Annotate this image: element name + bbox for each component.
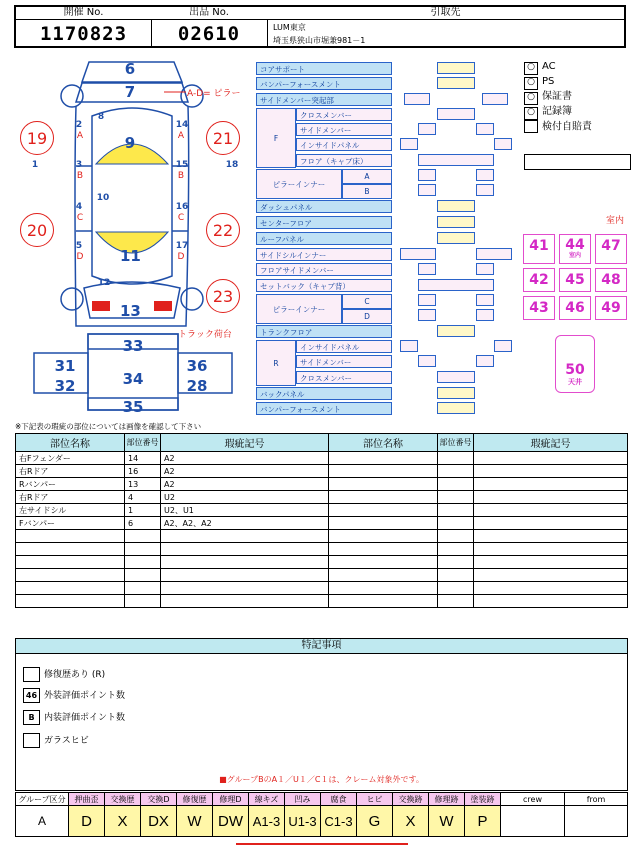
interior-44-sub: 室内 [568, 252, 581, 259]
interior-48: 48 [595, 268, 627, 292]
panel-2: 2 [75, 120, 83, 130]
options-list [524, 60, 592, 135]
part-side-sill-inner: サイドシルインナー [256, 248, 392, 261]
sub-b: B [342, 184, 392, 199]
panel-14: 14 [175, 120, 189, 130]
kaisai-label: 開催 No. [16, 7, 151, 20]
grade-header-from: from [565, 793, 628, 806]
circle-21: 21 [206, 121, 240, 155]
grade-header: 交換歴 [105, 793, 141, 806]
th-part-name-1: 部位名称 [16, 434, 125, 452]
grade-header-crew: crew [501, 793, 565, 806]
grade-value-group: A [16, 806, 69, 837]
sub-c: C [342, 294, 392, 309]
grade-value: W [177, 806, 213, 837]
panel-18: 18 [225, 160, 239, 170]
part-trunk-floor: トランクフロア [256, 325, 392, 338]
interior-43: 43 [523, 296, 555, 320]
grade-value: DX [141, 806, 177, 837]
group-f: F [256, 108, 296, 168]
grade-header: 線キズ [249, 793, 285, 806]
table-row: Fバンパー 6 A2、A2、A2 [16, 517, 628, 530]
grade-header: 凹み [285, 793, 321, 806]
option-records: ○ 記録簿 [524, 105, 592, 120]
notes-box [15, 638, 628, 791]
table-row [16, 569, 628, 582]
panel-5: 5 [75, 241, 83, 251]
grade-value: A1-3 [249, 806, 285, 837]
part-inside-panel-r: インサイドパネル [296, 340, 392, 353]
shuppin-value: 02610 [177, 23, 241, 45]
pillar-note: A-D= ピラー [187, 89, 241, 99]
panel-32: 32 [54, 377, 76, 395]
panel-33: 33 [122, 337, 144, 355]
table-row: 左サイドシル 1 U2、U1 [16, 504, 628, 517]
grade-value-crew [501, 806, 565, 837]
grade-header: 修理跡 [429, 793, 465, 806]
panel-10: 10 [96, 193, 110, 203]
grade-value-from [565, 806, 628, 837]
circle-23: 23 [206, 279, 240, 313]
company-address: 埼玉県狭山市堀兼981－1 [273, 36, 366, 45]
interior-42: 42 [523, 268, 555, 292]
option-ps: ○ PS [524, 75, 592, 90]
wheel-fl [61, 85, 83, 107]
part-cross-member-r: クロスメンバー [296, 371, 392, 384]
damage-table [15, 433, 628, 608]
interior-45: 45 [559, 268, 591, 292]
panel-11: 11 [120, 247, 141, 265]
part-floor-side-member: フロアサイドメンバー [256, 263, 392, 276]
damage-note: ※下記表の瑕疵の部位については画像を確認して下さい [15, 422, 202, 431]
grade-value: G [357, 806, 393, 837]
option-warranty: ○ 保証書 [524, 90, 592, 105]
part-side-member-protrusion: サイドメンバー突起部 [256, 93, 392, 106]
grade-header: 修復歴 [177, 793, 213, 806]
kaisai-cell [16, 7, 152, 46]
th-defect-2: 瑕疵記号 [474, 434, 628, 452]
tail-light-left [92, 301, 110, 311]
part-side-member-r: サイドメンバー [296, 355, 392, 368]
table-row: Rバンパー 13 A2 [16, 478, 628, 491]
circle-20: 20 [20, 213, 54, 247]
pillar-a-left: A [76, 131, 84, 141]
panel-8: 8 [97, 112, 105, 122]
ceiling-50: 50 天井 [555, 335, 595, 393]
truck-note: トラック荷台 [178, 330, 232, 340]
panel-17: 17 [175, 241, 189, 251]
part-bumper-reinforcement-r: バンパーフォースメント [256, 402, 392, 415]
interior-41: 41 [523, 234, 555, 264]
panel-7: 7 [124, 83, 136, 101]
ceiling-label: 天井 [568, 378, 582, 386]
grade-header: 交換D [141, 793, 177, 806]
check-exterior-points: 46 外装評価ポイント数 [23, 688, 125, 704]
grade-value: W [429, 806, 465, 837]
sub-d: D [342, 309, 392, 324]
part-bumper-reinforcement-f: バンパーフォースメント [256, 77, 392, 90]
table-row: 右Rドア 16 A2 [16, 465, 628, 478]
check-repair-history: 修復歴あり (R) [23, 667, 105, 683]
part-core-support: コアサポート [256, 62, 392, 75]
table-row [16, 582, 628, 595]
grade-value: U1-3 [285, 806, 321, 837]
panel-16: 16 [175, 202, 189, 212]
interior-label: 室内 [606, 216, 625, 226]
part-pillar-inner-r: ピラーインナー [256, 294, 342, 324]
shuppin-label: 出品 No. [151, 7, 267, 20]
company-name: LUM東京 [273, 23, 306, 32]
grade-grid [15, 792, 628, 837]
part-center-floor: センターフロア [256, 216, 392, 229]
option-self-pay: 検付自賠責 [524, 120, 592, 135]
circle-19: 19 [20, 121, 54, 155]
pillar-d-right: D [177, 252, 185, 262]
part-inside-panel-f: インサイドパネル [296, 138, 392, 151]
interior-49: 49 [595, 296, 627, 320]
panel-28: 28 [186, 377, 208, 395]
panel-3: 3 [75, 160, 83, 170]
grade-header: 腐食 [321, 793, 357, 806]
part-side-member-f: サイドメンバー [296, 123, 392, 136]
grade-value: P [465, 806, 501, 837]
pillar-c-right: C [177, 213, 185, 223]
panel-12: 12 [97, 278, 111, 288]
part-back-panel: バックパネル [256, 387, 392, 400]
shuppin-cell [151, 7, 268, 46]
table-row: 右Fフェンダー 14 A2 [16, 452, 628, 465]
table-row [16, 543, 628, 556]
hikitori-cell [267, 7, 624, 46]
options-blank-box [524, 154, 631, 170]
table-row [16, 530, 628, 543]
grade-value: X [105, 806, 141, 837]
pillar-b-right: B [177, 171, 185, 181]
pillar-d-left: D [76, 252, 84, 262]
wheel-rr [181, 288, 203, 310]
grade-value: D [69, 806, 105, 837]
option-ac: ○ AC [524, 60, 592, 75]
header-box [14, 5, 626, 48]
grade-header: ヒビ [357, 793, 393, 806]
interior-47: 47 [595, 234, 627, 264]
check-interior-points: B 内装評価ポイント数 [23, 710, 125, 726]
grade-value: DW [213, 806, 249, 837]
wheel-rl [61, 288, 83, 310]
panel-36: 36 [186, 357, 208, 375]
kaisai-value: 1170823 [39, 23, 128, 45]
th-part-name-2: 部位名称 [329, 434, 438, 452]
pillar-c-left: C [76, 213, 84, 223]
sub-a: A [342, 169, 392, 184]
table-row: 右Rドア 4 U2 [16, 491, 628, 504]
th-part-no-2: 部位番号 [438, 434, 474, 452]
panel-9: 9 [124, 134, 136, 152]
panel-34: 34 [122, 370, 144, 388]
panel-31: 31 [54, 357, 76, 375]
group-r: R [256, 340, 296, 386]
interior-grid [520, 228, 630, 322]
part-dash-panel: ダッシュパネル [256, 200, 392, 213]
panel-13: 13 [120, 302, 141, 320]
pillar-b-left: B [76, 171, 84, 181]
table-row [16, 595, 628, 608]
part-floor-cab: フロア（キャブ床） [296, 154, 392, 167]
tail-light-right [154, 301, 172, 311]
panel-1: 1 [31, 160, 39, 170]
grade-value: C1-3 [321, 806, 357, 837]
part-pillar-inner-f: ピラーインナー [256, 169, 342, 199]
part-cross-member-f: クロスメンバー [296, 108, 392, 121]
interior-44: 44 室内 [559, 234, 591, 264]
th-part-no-1: 部位番号 [125, 434, 161, 452]
th-defect-1: 瑕疵記号 [161, 434, 329, 452]
check-glass-crack: ガラスヒビ [23, 733, 89, 749]
panel-6: 6 [124, 60, 136, 78]
grade-header: 交換跡 [393, 793, 429, 806]
grade-header: 押曲歪 [69, 793, 105, 806]
bottom-red-line [236, 843, 408, 845]
notes-title: 特記事項 [16, 639, 627, 654]
grade-header: 塗装跡 [465, 793, 501, 806]
part-roof-panel: ルーフパネル [256, 232, 392, 245]
grade-value: X [393, 806, 429, 837]
part-setback: セットバック（キャブ背） [256, 279, 392, 292]
panel-15: 15 [175, 160, 189, 170]
circle-22: 22 [206, 213, 240, 247]
group-b-warning: ■グループBのA１／U１／C１は、クレーム対象外です。 [219, 775, 424, 784]
panel-35: 35 [122, 398, 144, 416]
pillar-a-right: A [177, 131, 185, 141]
table-row [16, 556, 628, 569]
hikitori-label: 引取先 [267, 7, 624, 20]
grade-header-group: グループ区分 [16, 793, 69, 806]
interior-46: 46 [559, 296, 591, 320]
panel-4: 4 [75, 202, 83, 212]
grade-header: 修理D [213, 793, 249, 806]
